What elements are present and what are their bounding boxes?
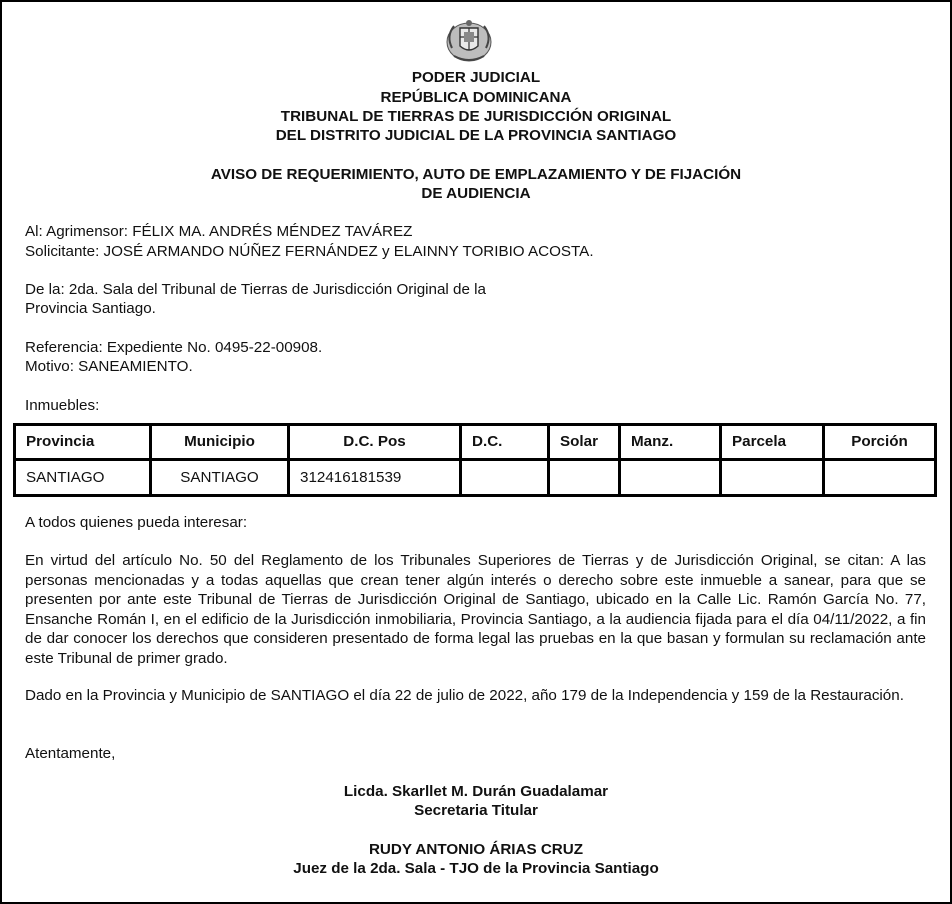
cell-dc-pos: 312416181539 [289,460,461,496]
header-solar: Solar [549,425,620,460]
cell-manz [620,460,721,496]
cell-dc [461,460,549,496]
cell-municipio: SANTIAGO [151,460,289,496]
header-municipio: Municipio [151,425,289,460]
body-paragraph: En virtud del artículo No. 50 del Reglamento de los Tribunales Superiores de Tierras y de Jurisdicción Original, se citan: A las personas mencionadas y a todas aquellas que crean tener algún interés o derecho sobre este inmueble a sanear, para que se presenten por ante este Tribunal de Tierras de Jurisdicción Original de Santiago, ubicado en la Calle Lic. Ramón García No. 77, Ensanche Román I, en el edificio de la Jurisdicción inmobiliaria, Provincia Santiago, a la audiencia fijada para el día 04/11/2022, a fin de dar conocer los derechos que consideren presentado de forma legal las pruebas en la que basan y formulan su reclamación ante este Tribunal de primer grado. [25,552,926,667]
header-manz: Manz. [620,425,721,460]
notice-title-line-1: AVISO DE REQUERIMIENTO, AUTO DE EMPLAZAMIENTO Y DE FIJACIÓN [210,166,742,183]
properties-label: Inmuebles: [25,397,100,414]
header-porcion: Porción [824,425,936,460]
addressee-line: Al: Agrimensor: FÉLIX MA. ANDRÉS MÉNDEZ TAVÁREZ [25,223,413,240]
coat-of-arms-seal [442,18,496,64]
header-line-4: DEL DISTRITO JUDICIAL DE LA PROVINCIA SANTIAGO [275,127,677,144]
cell-solar [549,460,620,496]
header-parcela: Parcela [721,425,824,460]
applicant-line: Solicitante: JOSÉ ARMANDO NÚÑEZ FERNÁNDEZ y ELAINNY TORIBIO ACOSTA. [25,243,594,260]
header-line-2: REPÚBLICA DOMINICANA [380,89,572,106]
closing-line: Atentamente, [25,745,116,762]
header-dc-pos: D.C. Pos [289,425,461,460]
header-dc: D.C. [461,425,549,460]
header-line-1: PODER JUDICIAL [411,69,541,86]
cell-porcion [824,460,936,496]
cell-provincia: SANTIAGO [15,460,151,496]
motive-line: Motivo: SANEAMIENTO. [25,358,193,375]
table-header-row [15,425,936,460]
cell-parcela [721,460,824,496]
signature-1-title: Secretaria Titular [414,802,538,819]
dated-paragraph: Dado en la Provincia y Municipio de SANTIAGO el día 22 de julio de 2022, año 179 de la Independencia y 159 de la Restauración. [25,687,904,704]
signature-2-title: Juez de la 2da. Sala - TJO de la Provincia Santiago [293,860,659,877]
greeting-line: A todos quienes pueda interesar: [25,514,248,531]
signature-2-name: RUDY ANTONIO ÁRIAS CRUZ [368,841,584,858]
table-row [15,460,936,496]
origin-line-2: Provincia Santiago. [25,300,156,317]
header-line-3: TRIBUNAL DE TIERRAS DE JURISDICCIÓN ORIGINAL [280,108,672,125]
notice-title-line-2: DE AUDIENCIA [421,185,531,202]
signature-1-name: Licda. Skarllet M. Durán Guadalamar [343,783,609,800]
origin-line-1: De la: 2da. Sala del Tribunal de Tierras de Jurisdicción Original de la [25,281,486,298]
reference-line: Referencia: Expediente No. 0495-22-00908. [25,339,323,356]
properties-table [13,423,937,497]
header-provincia: Provincia [15,425,151,460]
